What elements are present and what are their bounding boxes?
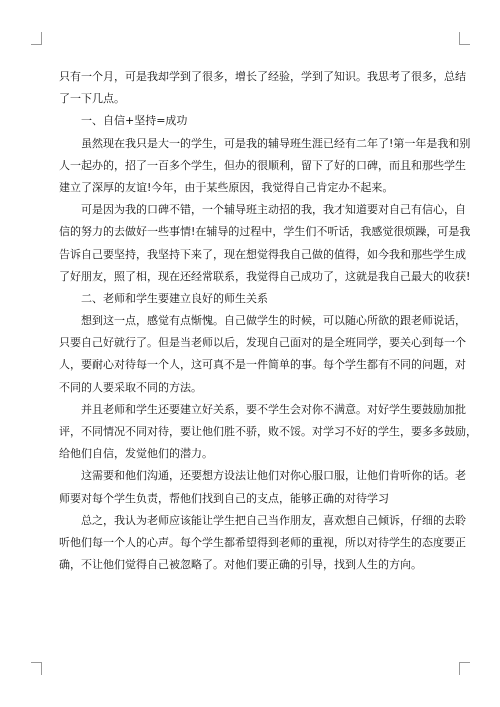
- text-line: 信的努力的去做好一些事情!在辅导的过程中，学生们不听话，我感觉很烦躁，可是我: [59, 225, 471, 239]
- crop-mark-top-right: [459, 32, 470, 45]
- text-line: 听他们每一个人的心声。每个学生都希望得到老师的重视，所以对待学生的态度要正: [59, 535, 466, 549]
- text-line: 并且老师和学生还要建立好关系，要不学生会对你不满意。对好学生要鼓励加批: [81, 402, 466, 416]
- text-line: 只要自己好就行了。但是当老师以后，发现自己面对的是全班同学，要关心到每一个: [59, 336, 466, 350]
- text-line: 给他们自信，发觉他们的潜力。: [59, 447, 213, 461]
- section-heading-2: 二、老师和学生要建立良好的师生关系: [81, 291, 268, 305]
- text-line: 可是因为我的口碑不错，一个辅导班主动招的我，我才知道要对自己有信心，自: [81, 203, 466, 217]
- crop-mark-bottom-left: [31, 662, 42, 675]
- document-body: [59, 66, 477, 576]
- text-line: 不同的人要采取不同的方法。: [59, 380, 202, 394]
- text-line: 总之，我认为老师应该能让学生把自己当作朋友，喜欢想自己倾诉，仔细的去聆: [81, 513, 466, 527]
- text-line: 确，不让他们觉得自己被忽略了。对他们要正确的引导，找到人生的方向。: [59, 558, 422, 572]
- text-line: 想到这一点，感觉有点惭愧。自己做学生的时候，可以随心所欲的跟老师说话，: [81, 314, 466, 328]
- text-line: 人，要耐心对待每一个人，这可真不是一件简单的事。每个学生都有不同的问题，对: [59, 358, 466, 372]
- text-line: 评，不同情况不同对待，要让他们胜不骄，败不馁。对学习不好的学生，要多多鼓励，: [59, 425, 477, 438]
- text-line: 这需要和他们沟通，还要想方设法让他们对你心服口服，让他们肯听你的话。老: [81, 469, 466, 483]
- text-line: 虽然现在我只是大一的学生，可是我的辅导班生涯已经有二年了!第一年是我和别: [81, 136, 471, 150]
- crop-mark-top-left: [31, 32, 42, 45]
- text-line: 建立了深厚的友谊!今年，由于某些原因，我觉得自己肯定办不起来。: [59, 180, 394, 194]
- section-heading-1: 一、自信+坚持=成功: [81, 114, 188, 128]
- text-line: 只有一个月，可是我却学到了很多，增长了经验，学到了知识。我思考了很多，总结: [59, 70, 466, 83]
- text-line: 师要对每个学生负责，帮他们找到自己的支点，能够正确的对待学习: [59, 491, 389, 505]
- text-line: 了好朋友，照了相，现在还经常联系，我觉得自己成功了，这就是我自己最大的收获!: [59, 269, 471, 283]
- text-line: 人一起办的，招了一百多个学生，但办的很顺利，留下了好的口碑，而且和那些学生: [59, 158, 466, 172]
- text-line: 告诉自己要坚持，我坚持下来了，现在想觉得我自己做的值得，如今我和那些学生成: [59, 247, 466, 261]
- text-line: 了一下几点。: [59, 92, 125, 106]
- crop-mark-bottom-right: [459, 662, 470, 675]
